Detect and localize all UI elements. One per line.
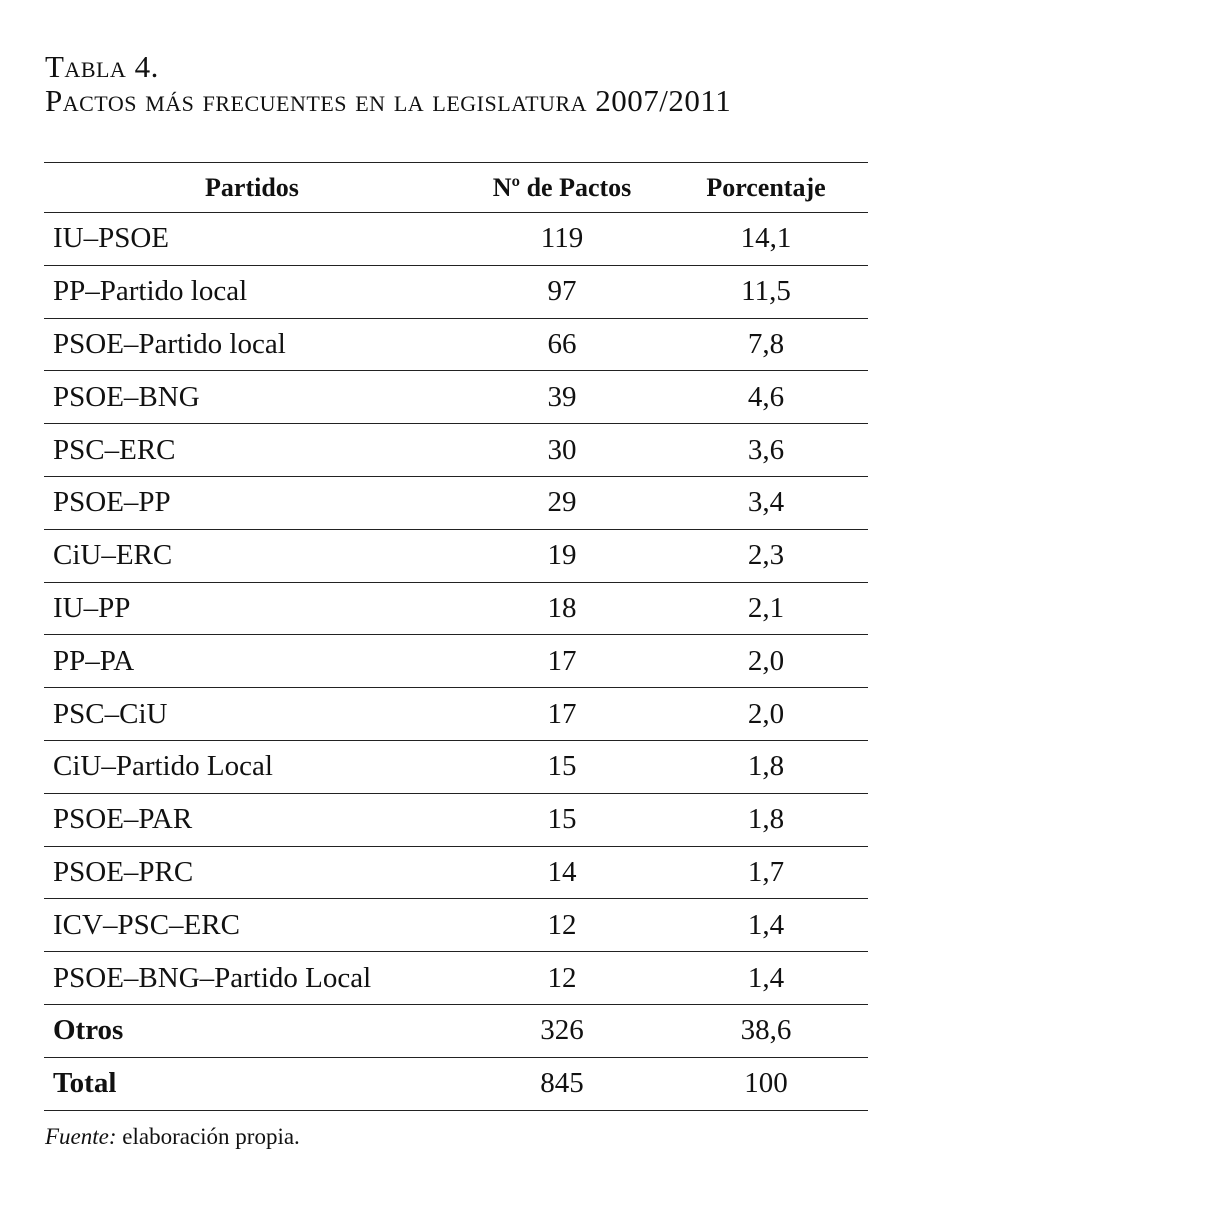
table-row	[44, 318, 868, 371]
table-label: Tabla 4.	[45, 49, 159, 84]
cell-percent: 2,3	[664, 529, 868, 582]
cell-party: PSOE–PRC	[44, 846, 460, 899]
pacts-table	[44, 162, 868, 1111]
cell-percent: 14,1	[664, 213, 868, 266]
cell-party: CiU–ERC	[44, 529, 460, 582]
cell-pacts: 30	[460, 424, 664, 477]
header-partidos: Partidos	[44, 163, 460, 213]
cell-party: PSOE–BNG	[44, 371, 460, 424]
total-row	[44, 1057, 868, 1110]
table-row	[44, 846, 868, 899]
cell-pacts: 845	[460, 1057, 664, 1110]
cell-percent: 11,5	[664, 265, 868, 318]
table-row	[44, 213, 868, 266]
cell-pacts: 326	[460, 1004, 664, 1057]
cell-pacts: 39	[460, 371, 664, 424]
cell-percent: 7,8	[664, 318, 868, 371]
cell-party: IU–PSOE	[44, 213, 460, 266]
cell-party: PSOE–BNG–Partido Local	[44, 952, 460, 1005]
cell-party: PSC–ERC	[44, 424, 460, 477]
table-row	[44, 952, 868, 1005]
cell-pacts: 18	[460, 582, 664, 635]
cell-pacts: 19	[460, 529, 664, 582]
pacts-table-container	[44, 162, 868, 1111]
cell-percent: 100	[664, 1057, 868, 1110]
cell-pacts: 17	[460, 688, 664, 741]
header-porcentaje: Porcentaje	[664, 163, 868, 213]
cell-pacts: 15	[460, 740, 664, 793]
table-row	[44, 476, 868, 529]
cell-pacts: 12	[460, 952, 664, 1005]
table-caption	[45, 50, 731, 118]
table-body	[44, 213, 868, 1111]
others-row	[44, 1004, 868, 1057]
cell-percent: 38,6	[664, 1004, 868, 1057]
cell-party: CiU–Partido Local	[44, 740, 460, 793]
table-row	[44, 793, 868, 846]
source-text: elaboración propia.	[116, 1124, 300, 1149]
table-row	[44, 424, 868, 477]
table-row	[44, 635, 868, 688]
cell-percent: 4,6	[664, 371, 868, 424]
cell-percent: 1,4	[664, 899, 868, 952]
cell-party: PP–PA	[44, 635, 460, 688]
cell-pacts: 12	[460, 899, 664, 952]
source-note	[45, 1124, 300, 1150]
cell-percent: 1,8	[664, 793, 868, 846]
cell-party: PP–Partido local	[44, 265, 460, 318]
source-label: Fuente:	[45, 1124, 117, 1149]
table-row	[44, 582, 868, 635]
table-row	[44, 529, 868, 582]
cell-party: ICV–PSC–ERC	[44, 899, 460, 952]
cell-pacts: 17	[460, 635, 664, 688]
cell-percent: 1,8	[664, 740, 868, 793]
cell-percent: 1,7	[664, 846, 868, 899]
cell-percent: 2,1	[664, 582, 868, 635]
cell-party: PSOE–PP	[44, 476, 460, 529]
table-row	[44, 740, 868, 793]
cell-pacts: 97	[460, 265, 664, 318]
cell-pacts: 14	[460, 846, 664, 899]
cell-percent: 1,4	[664, 952, 868, 1005]
cell-pacts: 29	[460, 476, 664, 529]
table-header-row	[44, 163, 868, 213]
cell-percent: 3,4	[664, 476, 868, 529]
cell-pacts: 15	[460, 793, 664, 846]
header-num-pactos: Nº de Pactos	[460, 163, 664, 213]
cell-party: IU–PP	[44, 582, 460, 635]
cell-percent: 2,0	[664, 635, 868, 688]
cell-party: PSOE–Partido local	[44, 318, 460, 371]
table-row	[44, 371, 868, 424]
table-row	[44, 899, 868, 952]
cell-party: Otros	[44, 1004, 460, 1057]
cell-pacts: 119	[460, 213, 664, 266]
cell-percent: 2,0	[664, 688, 868, 741]
cell-percent: 3,6	[664, 424, 868, 477]
table-row	[44, 265, 868, 318]
cell-party: PSOE–PAR	[44, 793, 460, 846]
table-row	[44, 688, 868, 741]
cell-party: Total	[44, 1057, 460, 1110]
cell-party: PSC–CiU	[44, 688, 460, 741]
cell-pacts: 66	[460, 318, 664, 371]
table-title: Pactos más frecuentes en la legislatura 2007/2011	[45, 83, 732, 118]
